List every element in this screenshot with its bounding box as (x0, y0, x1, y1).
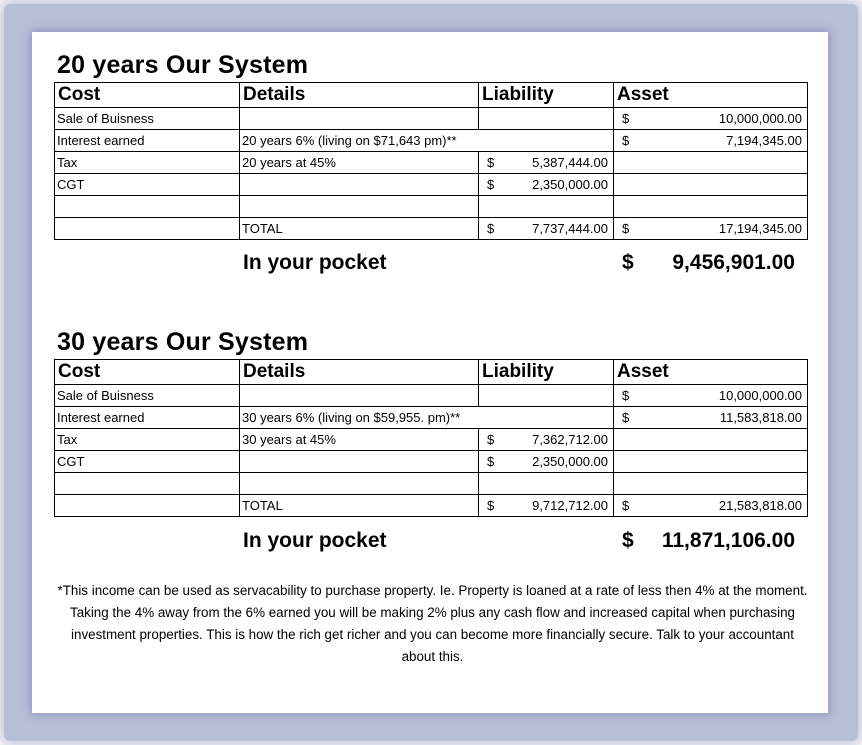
table-header-row (55, 360, 808, 385)
cell-details (240, 473, 479, 495)
liability-value: 7,362,712.00 (532, 432, 608, 447)
cell-liability (479, 407, 614, 429)
currency-symbol: $ (622, 221, 630, 236)
table-header-row (55, 83, 808, 108)
cell-asset (614, 385, 808, 407)
header-asset: Asset (614, 360, 808, 385)
cell-details (240, 174, 479, 196)
table-row (55, 473, 808, 495)
cell-details: 30 years 6% (living on $59,955. pm)** (240, 407, 479, 429)
cell-details (240, 196, 479, 218)
cell-cost (55, 473, 240, 495)
table-row (55, 407, 808, 429)
cell-liability (479, 429, 614, 451)
asset-value: 10,000,000.00 (718, 111, 802, 126)
footnote: *This income can be used as servacability to purchase property. Ie. Property is loaned at a rate of less then 4% at the moment. Taking the 4% away from the 6% earned you will be making 2% plus any cash flow and increased capital when purchasing investment properties. This is how the rich get richer and you can become more financially secure. Talk to your accountant about this. (57, 583, 808, 664)
liability-value: 2,350,000.00 (532, 454, 608, 469)
liability-value: 5,387,444.00 (532, 155, 608, 170)
currency-symbol: $ (622, 111, 630, 126)
cell-asset (614, 495, 808, 517)
in-your-pocket-label: In your pocket (243, 529, 387, 552)
cell-details: TOTAL (240, 218, 479, 240)
section-title-20-years: 20 years Our System (57, 51, 309, 79)
currency-symbol: $ (487, 221, 495, 236)
cell-asset (614, 429, 808, 451)
asset-value: 11,583,818.00 (719, 410, 802, 425)
header-details: Details (240, 360, 479, 385)
cell-cost (55, 495, 240, 517)
cell-asset (614, 196, 808, 218)
cell-cost: Sale of Buisness (55, 385, 240, 407)
cell-cost: Sale of Buisness (55, 108, 240, 130)
table-row-total (55, 495, 808, 517)
cell-asset (614, 130, 808, 152)
cell-liability (479, 152, 614, 174)
cell-details: 20 years at 45% (240, 152, 479, 174)
cell-cost: CGT (55, 451, 240, 473)
currency-symbol: $ (487, 454, 495, 469)
asset-total: 21,583,818.00 (718, 498, 802, 513)
cell-cost: CGT (55, 174, 240, 196)
asset-value: 7,194,345.00 (726, 133, 802, 148)
header-liability: Liability (479, 83, 614, 108)
header-cost: Cost (55, 83, 240, 108)
table-20-years (54, 82, 808, 240)
cell-asset (614, 473, 808, 495)
cell-details: 30 years at 45% (240, 429, 479, 451)
cell-cost: Tax (55, 429, 240, 451)
currency-symbol: $ (487, 432, 495, 447)
pocket-currency-symbol: $ (622, 529, 634, 552)
table-row (55, 130, 808, 152)
table-30-years (54, 359, 808, 517)
currency-symbol: $ (487, 155, 495, 170)
cell-details (240, 385, 479, 407)
cell-liability (479, 108, 614, 130)
currency-symbol: $ (622, 388, 630, 403)
cell-liability (479, 218, 614, 240)
pocket-currency-symbol: $ (622, 251, 634, 274)
cell-asset (614, 451, 808, 473)
header-details: Details (240, 83, 479, 108)
cell-liability (479, 196, 614, 218)
table-row (55, 196, 808, 218)
cell-cost (55, 218, 240, 240)
currency-symbol: $ (487, 498, 495, 513)
cell-cost: Interest earned (55, 407, 240, 429)
cell-liability (479, 473, 614, 495)
table-row (55, 174, 808, 196)
table-row (55, 385, 808, 407)
cell-liability (479, 451, 614, 473)
cell-details (240, 108, 479, 130)
cell-cost (55, 196, 240, 218)
cell-cost: Tax (55, 152, 240, 174)
header-asset: Asset (614, 83, 808, 108)
in-your-pocket-label: In your pocket (243, 251, 387, 274)
cell-asset (614, 108, 808, 130)
pocket-amount: 9,456,901.00 (672, 251, 795, 274)
table-row (55, 429, 808, 451)
table-row (55, 451, 808, 473)
currency-symbol: $ (487, 177, 495, 192)
asset-total: 17,194,345.00 (718, 221, 802, 236)
table-row (55, 108, 808, 130)
cell-details (240, 451, 479, 473)
liability-total: 7,737,444.00 (532, 221, 608, 236)
section-title-30-years: 30 years Our System (57, 328, 309, 356)
currency-symbol: $ (622, 133, 630, 148)
cell-liability (479, 174, 614, 196)
liability-value: 2,350,000.00 (532, 177, 608, 192)
header-liability: Liability (479, 360, 614, 385)
cell-cost: Interest earned (55, 130, 240, 152)
currency-symbol: $ (622, 498, 630, 513)
table-row-total (55, 218, 808, 240)
cell-asset (614, 407, 808, 429)
table-row (55, 152, 808, 174)
currency-symbol: $ (622, 410, 630, 425)
pocket-amount: 11,871,106.00 (661, 529, 795, 552)
cell-details: 20 years 6% (living on $71,643 pm)** (240, 130, 479, 152)
cell-asset (614, 174, 808, 196)
asset-value: 10,000,000.00 (718, 388, 802, 403)
cell-liability (479, 130, 614, 152)
header-cost: Cost (55, 360, 240, 385)
cell-asset (614, 152, 808, 174)
cell-details: TOTAL (240, 495, 479, 517)
cell-liability (479, 495, 614, 517)
cell-liability (479, 385, 614, 407)
cell-asset (614, 218, 808, 240)
liability-total: 9,712,712.00 (532, 498, 608, 513)
